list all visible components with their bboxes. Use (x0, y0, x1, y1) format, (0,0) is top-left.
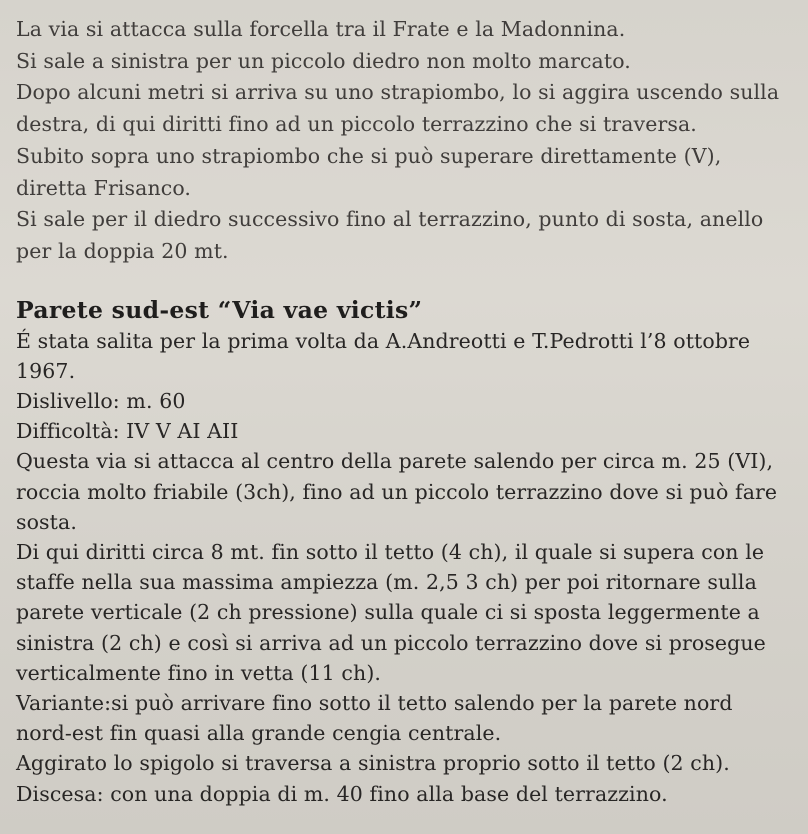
page-text (16, 14, 786, 809)
text-line: 1967. (16, 358, 76, 383)
text-line: roccia molto friabile (3ch), fino ad un piccolo terrazzino dove si può fare (16, 479, 778, 504)
text-line: per la doppia 20 mt. (16, 238, 229, 263)
text-line: Difficoltà: IV V AI AII (16, 419, 239, 444)
text-line: Si sale a sinistra per un piccolo diedro non molto marcato. (16, 48, 631, 73)
text-line: destra, di qui diritti fino ad un piccolo terrazzino che si traversa. (16, 112, 697, 137)
text-line: sinistra (2 ch) e così si arriva ad un piccolo terrazzino dove si prosegue (16, 630, 766, 655)
text-line: parete verticale (2 ch pressione) sulla quale ci si sposta leggermente a (16, 600, 760, 625)
text-line: Aggirato lo spigolo si traversa a sinistra proprio sotto il tetto (2 ch). (16, 751, 730, 776)
section-paragraph (16, 326, 786, 809)
text-line: Subito sopra uno strapiombo che si può superare direttamente (V), (16, 143, 722, 168)
text-line: Si sale per il diedro successivo fino al terrazzino, punto di sosta, anello (16, 207, 764, 232)
text-line: sosta. (16, 509, 77, 534)
text-line: Variante:si può arrivare fino sotto il tetto salendo per la parete nord (16, 691, 733, 716)
section-heading: Parete sud-est “Via vae victis” (16, 295, 423, 324)
text-line: diretta Frisanco. (16, 175, 192, 200)
text-line: nord-est fin quasi alla grande cengia centrale. (16, 721, 502, 746)
text-line: Dopo alcuni metri si arriva su uno strapiombo, lo si aggira uscendo sulla (16, 80, 780, 105)
intro-paragraph (16, 14, 786, 268)
text-line: La via si attacca sulla forcella tra il Frate e la Madonnina. (16, 17, 626, 41)
text-line: Di qui diritti circa 8 mt. fin sotto il tetto (4 ch), il quale si supera con le (16, 540, 765, 565)
text-line: Discesa: con una doppia di m. 40 fino alla base del terrazzino. (16, 781, 668, 806)
text-line: Dislivello: m. 60 (16, 389, 186, 414)
text-line: É stata salita per la prima volta da A.Andreotti e T.Pedrotti l’8 ottobre (16, 328, 751, 353)
text-line: verticalmente fino in vetta (11 ch). (16, 660, 382, 685)
text-line: staffe nella sua massima ampiezza (m. 2,5 3 ch) per poi ritornare sulla (16, 570, 757, 595)
text-line: Questa via si attacca al centro della parete salendo per circa m. 25 (VI), (16, 449, 774, 474)
